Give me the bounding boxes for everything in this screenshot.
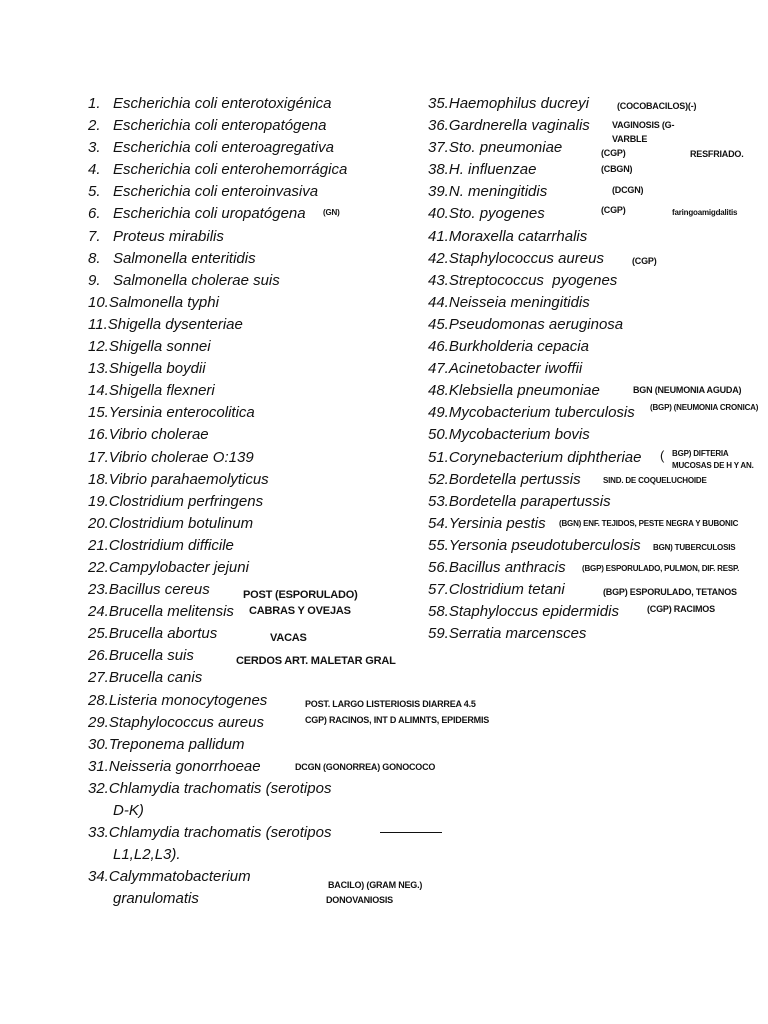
annotation: (BGP) ESPORULADO, PULMON, DIF. RESP. xyxy=(582,564,740,573)
annotation: CGP) RACINOS, INT D ALIMNTS, EPIDERMIS xyxy=(305,715,490,725)
list-column-left xyxy=(88,93,418,910)
annotation: (BGP) ESPORULADO, TETANOS xyxy=(603,587,737,597)
list-item: 56.Bacillus anthracis xyxy=(428,558,566,576)
list-item: 2. Escherichia coli enteropatógena xyxy=(88,117,327,135)
list-item: 6. Escherichia coli uropatógena xyxy=(88,205,306,223)
list-item-continuation: L1,L2,L3). xyxy=(113,846,181,864)
list-item: 58.Staphyloccus epidermidis xyxy=(428,603,619,621)
list-item: 53.Bordetella parapertussis xyxy=(428,492,611,510)
list-item: 57.Clostridium tetani xyxy=(428,581,565,599)
annotation: VACAS xyxy=(270,632,307,644)
annotation: CABRAS Y OVEJAS xyxy=(249,605,351,617)
list-item: 52.Bordetella pertussis xyxy=(428,470,581,488)
annotation: MUCOSAS DE H Y AN. xyxy=(672,461,754,470)
list-item: 14.Shigella flexneri xyxy=(88,382,215,400)
list-item: 24.Brucella melitensis xyxy=(88,603,234,621)
blank-line xyxy=(380,832,442,833)
list-item: 7. Proteus mirabilis xyxy=(88,227,224,245)
list-item: 41.Moraxella catarrhalis xyxy=(428,227,588,245)
list-item: 50.Mycobacterium bovis xyxy=(428,426,590,444)
list-item: 32.Chlamydia trachomatis (serotipos xyxy=(88,779,332,797)
list-item: 26.Brucella suis xyxy=(88,647,194,665)
annotation: SIND. DE COQUELUCHOIDE xyxy=(603,476,707,485)
list-item-continuation: D-K) xyxy=(113,802,144,819)
list-item: 34.Calymmatobacterium xyxy=(88,868,251,886)
list-item: 29.Staphylococcus aureus xyxy=(88,713,264,731)
list-item: 46.Burkholderia cepacia xyxy=(428,338,589,356)
list-item: 4. Escherichia coli enterohemorrágica xyxy=(88,161,348,179)
annotation: (GN) xyxy=(323,208,340,217)
annotation: BACILO) (GRAM NEG.) xyxy=(328,880,423,890)
annotation: (CGP) xyxy=(601,205,626,215)
list-item: 21.Clostridium difficile xyxy=(88,536,234,554)
list-item: 44.Neisseia meningitidis xyxy=(428,293,590,311)
list-item: 43.Streptococcus pyogenes xyxy=(428,271,618,289)
list-item: 45.Pseudomonas aeruginosa xyxy=(428,315,624,333)
list-item: 18.Vibrio parahaemolyticus xyxy=(88,470,269,488)
annotation: (DCGN) xyxy=(612,185,644,195)
list-item: 55.Yersonia pseudotuberculosis xyxy=(428,536,641,554)
list-item: 12.Shigella sonnei xyxy=(88,338,211,356)
list-item: 47.Acinetobacter iwoffii xyxy=(428,360,583,378)
list-item: 16.Vibrio cholerae xyxy=(88,426,209,444)
annotation: faringoamigdalitis xyxy=(672,208,738,217)
annotation: (CGP) xyxy=(601,148,626,158)
list-item: 17.Vibrio cholerae O:139 xyxy=(88,448,254,466)
list-item: 9. Salmonella cholerae suis xyxy=(88,271,280,289)
list-item: 35.Haemophilus ducreyi xyxy=(428,95,589,112)
list-item: 42.Staphylococcus aureus xyxy=(428,249,604,267)
list-item: 19.Clostridium perfringens xyxy=(88,492,264,510)
list-item: 3. Escherichia coli enteroagregativa xyxy=(88,139,334,157)
list-item: 31.Neisseria gonorrhoeae xyxy=(88,757,261,775)
annotation: (CGP) RACIMOS xyxy=(647,604,715,614)
list-item: 10.Salmonella typhi xyxy=(88,293,219,311)
list-item: 59.Serratia marcensces xyxy=(428,625,587,643)
list-item: 49.Mycobacterium tuberculosis xyxy=(428,404,635,422)
list-item: 20.Clostridium botulinum xyxy=(88,514,254,532)
list-item: 15.Yersinia enterocolitica xyxy=(88,404,255,422)
list-item: 28.Listeria monocytogenes xyxy=(88,691,268,709)
list-item: 38.H. influenzae xyxy=(428,161,537,179)
annotation: (CBGN) xyxy=(601,164,633,174)
list-item: 54.Yersinia pestis xyxy=(428,514,546,532)
list-item: 36.Gardnerella vaginalis xyxy=(428,117,590,135)
list-item: 30.Treponema pallidum xyxy=(88,735,245,753)
annotation: DCGN (GONORREA) GONOCOCO xyxy=(295,762,436,772)
list-item: 8. Salmonella enteritidis xyxy=(88,249,256,267)
list-item: 5. Escherichia coli enteroinvasiva xyxy=(88,183,319,201)
annotation: CERDOS ART. MALETAR GRAL xyxy=(236,655,396,667)
list-item: 22.Campylobacter jejuni xyxy=(88,558,249,576)
annotation: (BGN) ENF. TEJIDOS, PESTE NEGRA Y BUBONIC xyxy=(559,519,739,528)
annotation: BGP) DIFTERIA xyxy=(672,449,729,458)
list-item: 33.Chlamydia trachomatis (serotipos xyxy=(88,824,332,842)
annotation: RESFRIADO. xyxy=(690,149,744,159)
annotation: (COCOBACILOS)(-) xyxy=(617,101,697,111)
list-item: 37.Sto. pneumoniae xyxy=(428,139,563,157)
list-item: 13.Shigella boydii xyxy=(88,360,206,378)
list-item: 1. Escherichia coli enterotoxigénica xyxy=(88,95,332,112)
annotation: BGN) TUBERCULOSIS xyxy=(653,543,736,552)
annotation: POST (ESPORULADO) xyxy=(243,589,358,601)
list-item: 40.Sto. pyogenes xyxy=(428,205,545,223)
annotation: VAGINOSIS (G- xyxy=(612,120,675,130)
annotation: VARBLE xyxy=(612,134,648,144)
list-item: 51.Corynebacterium diphtheriae xyxy=(428,448,642,466)
list-item: 23.Bacillus cereus xyxy=(88,581,210,599)
list-item-continuation: granulomatis xyxy=(113,890,199,908)
list-item: 39.N. meningitidis xyxy=(428,183,548,201)
annotation: ( xyxy=(660,448,665,463)
annotation: BGN (NEUMONIA AGUDA) xyxy=(633,385,742,395)
annotation: (BGP) (NEUMONIA CRONICA) xyxy=(650,403,759,412)
list-item: 25.Brucella abortus xyxy=(88,625,218,643)
list-item: 11.Shigella dysenteriae xyxy=(88,315,243,333)
list-column-right xyxy=(428,93,768,645)
annotation: (CGP) xyxy=(632,256,657,266)
list-item: 48.Klebsiella pneumoniae xyxy=(428,382,600,400)
annotation: DONOVANIOSIS xyxy=(326,895,393,905)
annotation: POST. LARGO LISTERIOSIS DIARREA 4.5 xyxy=(305,699,476,709)
list-item: 27.Brucella canis xyxy=(88,669,203,687)
